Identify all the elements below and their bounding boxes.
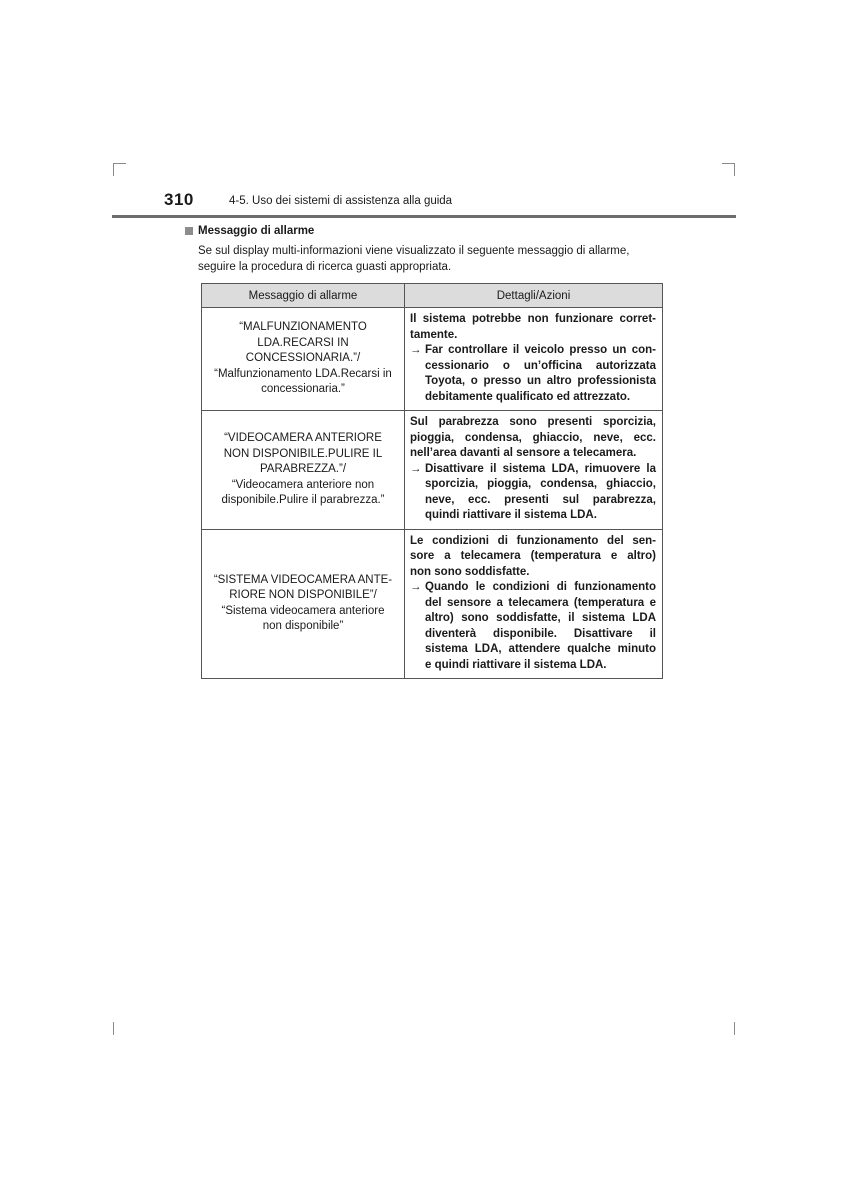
action-line: Far controllare il veicolo presso un con- — [425, 344, 656, 356]
detail-line: Sul parabrezza sono presenti sporcizia, — [410, 416, 656, 428]
message-line: NON DISPONIBILE.PULIRE IL — [223, 447, 383, 460]
action-item — [410, 580, 656, 673]
table-row — [202, 411, 663, 530]
message-line: LDA.RECARSI IN — [257, 336, 349, 349]
crop-mark-top-left — [113, 163, 114, 176]
crop-mark-bottom-left — [113, 1022, 114, 1035]
crop-mark-bottom-right — [734, 1022, 735, 1035]
subheading — [185, 225, 314, 237]
details-cell — [405, 411, 663, 530]
detail-line: sore a telecamera (temperatura e altro) — [410, 550, 656, 562]
details-cell — [405, 308, 663, 411]
action-line: sistema LDA, attendere qualche minuto — [425, 643, 656, 655]
message-line: “Videocamera anteriore non — [231, 478, 375, 491]
message-line: concessionaria.” — [261, 383, 345, 396]
action-line: cessionario o un’officina autorizzata — [425, 359, 656, 372]
action-line: neve, ecc. presenti sul parabrezza, — [425, 493, 656, 506]
message-line: non disponibile” — [262, 620, 344, 633]
message-line: RIORE NON DISPONIBILE”/ — [229, 589, 377, 602]
detail-line: nell’area davanti al sensore a telecamera. — [410, 447, 637, 459]
message-line: “Sistema videocamera anteriore — [221, 604, 385, 617]
crop-mark-top-right — [734, 163, 735, 176]
intro-line: Se sul display multi-informazioni viene visualizzato il seguente messaggio di allarme, — [198, 245, 630, 257]
action-line: Quando le condizioni di funzionamento — [425, 581, 656, 593]
action-line: sporcizia, pioggia, condensa, ghiaccio, — [425, 478, 656, 490]
action-item — [410, 462, 656, 524]
table-row — [202, 308, 663, 411]
action-line: diventerà disponibile. Disattivare il — [425, 627, 656, 640]
message-cell — [202, 411, 405, 530]
table-row — [202, 529, 663, 679]
subheading-text: Messaggio di allarme — [198, 225, 315, 237]
message-line: “MALFUNZIONAMENTO — [239, 321, 367, 334]
crop-mark-top-left — [113, 163, 126, 164]
action-line: quindi riattivare il sistema LDA. — [425, 509, 597, 521]
message-cell — [202, 308, 405, 411]
intro-paragraph — [198, 243, 664, 275]
message-line: “SISTEMA VIDEOCAMERA ANTE- — [213, 573, 393, 586]
message-line: disponibile.Pulire il parabrezza.” — [221, 494, 385, 506]
column-header-details: Dettagli/Azioni — [405, 284, 663, 308]
action-line: debitamente qualificato ed attrezzato. — [425, 390, 631, 403]
column-header-message: Messaggio di allarme — [202, 284, 405, 308]
intro-line: seguire la procedura di ricerca guasti appropriata. — [198, 261, 452, 273]
action-line: del sensore a telecamera (temperatura e — [425, 596, 656, 609]
square-bullet-icon — [185, 227, 193, 235]
header-rule — [112, 215, 736, 218]
message-line: CONCESSIONARIA.”/ — [245, 352, 361, 365]
arrow-right-icon: → — [410, 344, 422, 356]
detail-line: pioggia, condensa, ghiaccio, neve, ecc. — [410, 431, 656, 444]
section-title: 4-5. Uso dei sistemi di assistenza alla guida — [229, 195, 453, 207]
action-line: Toyota, o presso un altro professionista — [425, 375, 656, 387]
detail-line: Il sistema potrebbe non funzionare corret- — [410, 313, 656, 325]
action-item — [410, 343, 656, 405]
arrow-right-icon: → — [410, 581, 422, 593]
arrow-right-icon: → — [410, 462, 422, 475]
page-number: 310 — [164, 190, 194, 209]
message-cell — [202, 529, 405, 679]
message-line: PARABREZZA.”/ — [259, 463, 347, 475]
action-line: Disattivare il sistema LDA, rimuovere la — [425, 462, 656, 475]
action-line: e quindi riattivare il sistema LDA. — [425, 658, 607, 671]
message-line: “VIDEOCAMERA ANTERIORE — [224, 432, 382, 444]
action-line: altro) sono soddisfatte, il sistema LDA — [425, 612, 656, 624]
alarm-table — [201, 283, 663, 679]
message-line: “Malfunzionamento LDA.Recarsi in — [214, 367, 392, 380]
detail-line: tamente. — [410, 328, 458, 341]
detail-line: Le condizioni di funzionamento del sen- — [410, 534, 656, 547]
details-cell — [405, 529, 663, 679]
detail-line: non sono soddisfatte. — [410, 565, 530, 578]
table-header-row — [202, 284, 663, 308]
